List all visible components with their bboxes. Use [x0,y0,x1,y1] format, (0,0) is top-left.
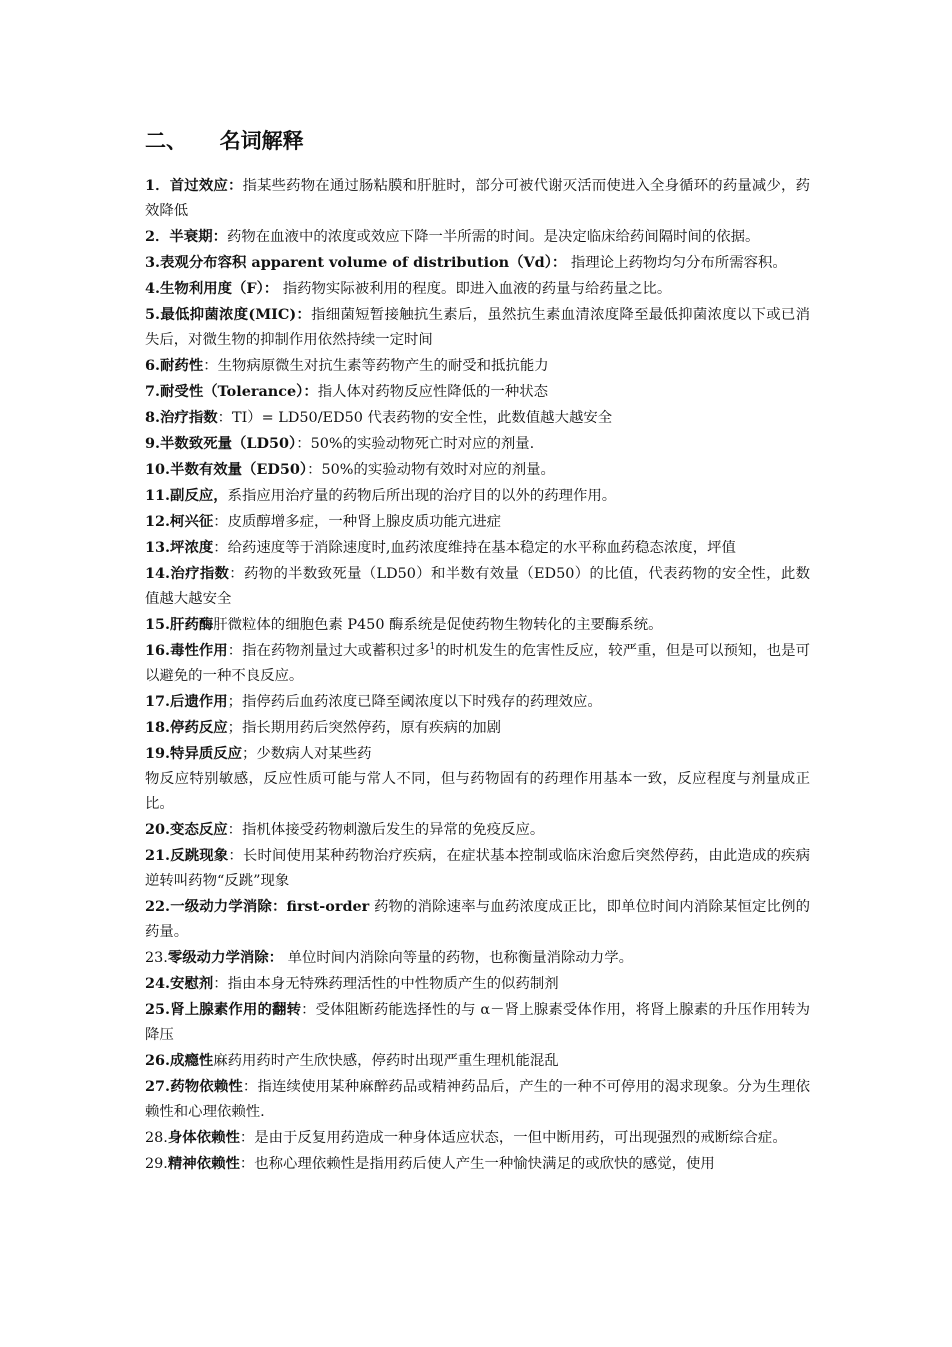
entry-definition: ：皮质醇增多症，一种肾上腺皮质功能亢进症 [213,514,502,530]
entry-term: 停药反应 [170,719,228,736]
entry-definition-continued: 的时机发生的危害性反应，较严重，但是可以预知，也是可以避免的一种不良反应。 [145,643,810,684]
definition-entry [145,1151,810,1177]
entry-number: 26. [145,1052,171,1069]
entry-number: 14. [145,565,171,582]
entry-number: 2． [145,228,170,245]
definition-entry [145,483,810,509]
entry-term: 柯兴征 [170,513,214,530]
entry-definition: ：生物病原微生对抗生素等药物产生的耐受和抵抗能力 [203,358,549,374]
entry-term: 特异质反应 [170,745,243,762]
entry-number: 15. [145,616,171,633]
footnote-marker: 1 [429,642,436,653]
entry-definition: ：指在药物剂量过大或蓄积过多 [227,643,430,659]
definition-entry [145,302,810,353]
entry-number: 29. [145,1156,168,1172]
definition-entry [145,997,810,1048]
definition-entry [145,431,810,457]
entry-definition: 系指应用治疗量的药物后所出现的治疗目的以外的药理作用。 [227,488,617,504]
entry-term: 安慰剂 [170,975,214,992]
entry-term: 生物利用度（F）： [160,280,279,297]
entry-definition: ：50%的实验动物有效时对应的剂量。 [307,462,555,478]
entry-definition: 指细菌短暂接触抗生素后，虽然抗生素血清浓度降至最低抑菌浓度以下或已消失后，对微生物的抑制作用依然持续一定时间 [145,307,810,348]
entry-definition: 药物在血液中的浓度或效应下降一半所需的时间。是决定临床给药间隔时间的依据。 [226,229,760,245]
definition-entry [145,405,810,431]
entry-definition: ：是由于反复用药造成一种身体适应状态，一但中断用药，可出现强烈的戒断综合症。 [239,1130,787,1146]
entry-term: 精神依赖性 [167,1155,240,1172]
entry-term: 半衰期： [169,228,227,245]
entry-term: 坪浓度 [170,539,214,556]
entry-term: 身体依赖性 [167,1129,240,1146]
definition-entry [145,353,810,379]
entry-number: 21. [145,847,171,864]
entry-definition: 指人体对药物反应性降低的一种状态 [317,384,549,400]
entry-number: 17. [145,693,171,710]
entry-definition: ：给药速度等于消除速度时,血药浓度维持在基本稳定的水平称血药稳态浓度，坪值 [213,540,736,556]
entry-term: 一级动力学消除：first-order [170,898,370,915]
definition-entry [145,1125,810,1151]
entry-term: 毒性作用 [170,642,228,659]
definition-entry [145,612,810,638]
entry-number: 10. [145,461,171,478]
entry-number: 16. [145,642,171,659]
entry-term: 变态反应 [170,821,228,838]
definition-entry [145,689,810,715]
entry-definition: 指某些药物在通过肠粘膜和肝脏时，部分可被代谢灭活而使进入全身循环的药量减少，药效降低 [145,178,810,219]
entry-number: 23. [145,950,168,966]
entry-number: 11. [145,487,171,504]
definition-entry [145,379,810,405]
section-number: 二、 [145,129,187,153]
definition-entry [145,561,810,612]
entry-term: 零级动力学消除： [167,949,284,966]
entry-number: 6. [145,357,161,374]
definition-entry [145,224,810,250]
entry-number: 28. [145,1130,168,1146]
entry-definition: 麻药用药时产生欣快感，停药时出现严重生理机能混乱 [213,1053,559,1069]
entry-term: 后遗作用 [170,693,228,710]
definition-entry [145,1048,810,1074]
entry-definition: ：指由本身无特殊药理活性的中性物质产生的似药制剂 [213,976,559,992]
section-heading: 名词解释 [219,129,304,153]
entry-number: 25. [145,1001,171,1018]
entry-term: 反跳现象 [170,847,229,864]
entry-term: 成瘾性 [170,1052,214,1069]
entry-definition: ：TI）= LD50/ED50 代表药物的安全性，此数值越大越安全 [217,410,613,426]
definition-entry [145,509,810,535]
entry-term: 治疗指数 [170,565,230,582]
definition-entry [145,638,810,689]
entry-term: 半数致死量（LD50） [160,435,297,452]
definition-entry [145,173,810,224]
entry-number: 4. [145,280,161,297]
entry-definition: 药物的消除速率与血药浓度成正比，即单位时间内消除某恒定比例的药量。 [145,899,811,940]
definition-entry [145,971,810,997]
entry-definition: ；指长期用药后突然停药，原有疾病的加剧 [227,720,502,736]
definition-entry [145,276,810,302]
definition-entry [145,457,810,483]
definition-entry [145,1074,810,1125]
entry-definition: ：指连续使用某种麻醉药品或精神药品后，产生的一种不可停用的渴求现象。分为生理依赖性和心理依赖性. [145,1079,810,1120]
entry-number: 27. [145,1078,171,1095]
entry-definition: 指药物实际被利用的程度。即进入血液的药量与给药量之比。 [278,281,672,297]
entry-term: 最低抑菌浓度(MIC)： [160,306,312,323]
definition-continuation: 物反应特别敏感，反应性质可能与常人不同，但与药物固有的药理作用基本一致，反应程度与剂量成正比。 [145,771,810,812]
definition-entry [145,741,810,767]
entry-term: 治疗指数 [160,409,218,426]
entry-definition: ：50%的实验动物死亡时对应的剂量. [296,436,535,452]
entry-term: 首过效应： [169,177,243,194]
definition-entry [145,843,810,894]
definition-entry [145,535,810,561]
entry-number: 1． [145,177,170,194]
entry-definition: 肝微粒体的细胞色素 P450 酶系统是促使药物生物转化的主要酶系统。 [213,617,663,633]
entry-number: 13. [145,539,171,556]
entry-definition: ：受体阻断药能选择性的与 α－肾上腺素受体作用，将肾上腺素的升压作用转为降压 [145,1002,810,1043]
entry-definition: ：也称心理依赖性是指用药后使人产生一种愉快满足的或欣快的感觉，使用 [239,1156,715,1172]
entry-number: 9. [145,435,161,452]
section-title [145,125,810,157]
entry-number: 22. [145,898,171,915]
entry-definition: ：药物的半数致死量（LD50）和半数有效量（ED50）的比值，代表药物的安全性，此数值越大越安全 [145,566,810,607]
entry-number: 5. [145,306,161,323]
entry-term: 肝药酶 [170,616,214,633]
document-page [145,125,810,1177]
entry-definition: ；指停药后血药浓度已降至阈浓度以下时残存的药理效应。 [227,694,602,710]
entry-definition: ；少数病人对某些药 [242,746,372,762]
definition-entry [145,894,810,945]
entry-term: 表观分布容积 apparent volume of distribution（Vd）： [160,254,567,271]
entry-definition: 指理论上药物均匀分布所需容积。 [566,255,787,271]
entry-number: 7. [145,383,161,400]
entry-term: 耐药性 [160,357,204,374]
entry-definition: ：长时间使用某种药物治疗疾病，在症状基本控制或临床治愈后突然停药，由此造成的疾病逆转叫药物“反跳”现象 [145,848,810,889]
entry-term: 半数有效量（ED50） [170,461,308,478]
entry-term: 耐受性（Tolerance）： [160,383,318,400]
entry-definition: 单位时间内消除向等量的药物，也称衡量消除动力学。 [283,950,633,966]
definition-entry [145,715,810,741]
definition-entry [145,817,810,843]
entry-number: 3. [145,254,161,271]
entry-number: 8. [145,409,161,426]
entry-number: 20. [145,821,171,838]
definition-list [145,173,810,1177]
entry-term: 肾上腺素作用的翻转 [170,1001,302,1018]
entry-term: 药物依赖性 [170,1078,243,1095]
entry-number: 19. [145,745,171,762]
entry-definition: ：指机体接受药物刺激后发生的异常的免疫反应。 [227,822,545,838]
entry-term: 副反应， [170,487,228,504]
definition-entry [145,250,810,276]
entry-number: 18. [145,719,171,736]
entry-number: 24. [145,975,171,992]
definition-entry [145,945,810,971]
entry-number: 12. [145,513,171,530]
